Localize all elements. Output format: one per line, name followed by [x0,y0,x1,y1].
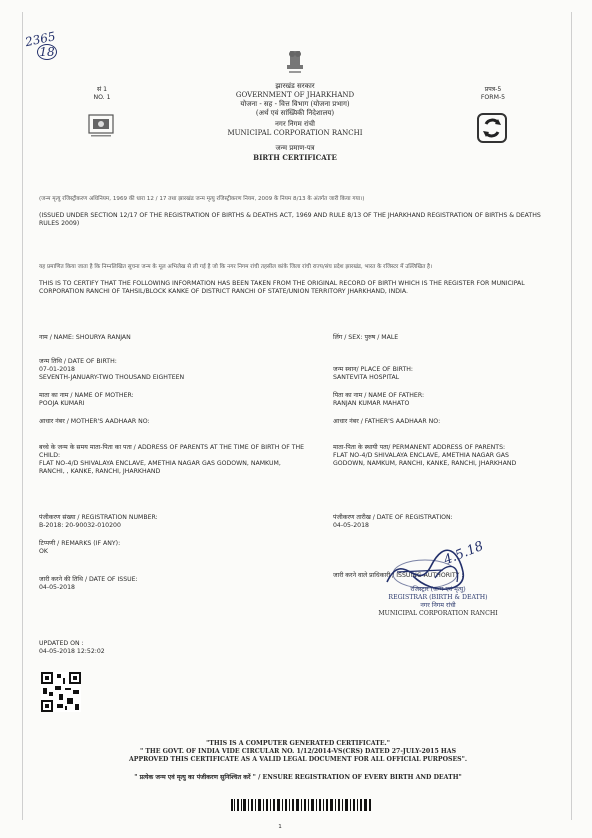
registrar-hindi: रजिस्ट्रार (जन्म एवं मृत्यु) [410,586,466,593]
barcode [231,796,371,808]
issuing-authority-label: जारी करने वाले प्राधिकारी / ISSUING AUTHORITY : [333,572,464,579]
remarks-value: OK [39,548,48,555]
address-birth-value: FLAT NO-4/D SHIVALAYA ENCLAVE, AMETHIA NAGAR GAS GODOWN, NAMKUM, RANCHI, , KANKE, RANCHI, JHARKHAND [39,460,281,475]
department-hindi-2: (अर्थ एवं सांख्यिकी निदेशालय) [255,109,335,117]
handwritten-note: 2365 18 [23,29,57,59]
reg-date-label: पंजीकरण तारीख / DATE OF REGISTRATION: [333,514,453,521]
registrar-title: REGISTRAR (BIRTH & DEATH) [388,594,488,601]
department-hindi-1: योजना - सह - वित्त विभाग (योजना प्रभाग) [240,100,350,108]
father-label: पिता का नाम / NAME OF FATHER: [333,392,425,399]
form-label-hindi: प्रपत्र-5 [484,86,502,93]
sex-label: लिंग / SEX: [333,334,363,341]
address-birth-label: बच्चे के जन्म के समय माता-पिता का पता / ADDRESS OF PARENTS AT THE TIME OF BIRTH OF THE CHILD: [39,444,305,459]
issue-date-value: 04-05-2018 [39,584,75,591]
corporation-title: MUNICIPAL CORPORATION RANCHI [227,129,363,137]
dob-words: SEVENTH-JANUARY-TWO THOUSAND EIGHTEEN [39,374,185,381]
form-label: FORM-5 [480,94,506,101]
footer-line-2: " THE GOVT. OF INDIA VIDE CIRCULAR NO. 1/12/2014-VS(CRS) DATED 27-JULY-2015 HAS [139,748,457,755]
footer-line-4: / ENSURE REGISTRATION OF EVERY BIRTH AND DEATH" [258,774,462,781]
mother-aadhaar-label: आधार नंबर / MOTHER'S AADHAAR NO: [39,418,150,425]
government-title: GOVERNMENT OF JHARKHAND [235,91,355,99]
registrar-corp-hindi: नगर निगम रांची [420,602,456,609]
footer-line-4-hindi: " प्रत्येक जन्म एवं मृत्यु का पंजीकरण सुनिश्चित करें " [134,774,256,781]
name-label: नाम / NAME: [39,334,74,341]
left-number: NO. 1 [93,94,111,101]
registrar-corp: MUNICIPAL CORPORATION RANCHI [378,610,498,617]
footer-line-3: APPROVED THIS CERTIFICATE AS A VALID LEGAL DOCUMENT FOR ALL OFFICIAL PURPOSES". [128,756,468,763]
mother-name: POOJA KUMARI [39,400,85,407]
reg-number-label: पंजीकरण संख्या / REGISTRATION NUMBER: [39,514,158,521]
left-number-hindi: सं 1 [96,86,108,93]
dob-label: जन्म तिथि / DATE OF BIRTH: [39,358,117,365]
child-name: SHOURYA RANJAN [75,334,131,341]
footer-line-1: "THIS IS A COMPUTER GENERATED CERTIFICATE." [206,740,390,747]
certificate-title: BIRTH CERTIFICATE [253,153,337,162]
jharkhand-logo-icon [85,112,117,140]
updated-label: UPDATED ON : [39,640,84,647]
reg-number-value: B-2018: 20-90032-010200 [39,522,121,529]
address-perm-label: माता-पिता के स्थायी पता/ PERMANENT ADDRESS OF PARENTS: [333,444,506,451]
updated-value: 04-05-2018 12:52:02 [39,648,105,655]
mother-label: माता का नाम / NAME OF MOTHER: [39,392,134,399]
address-perm-value: FLAT NO-4/D SHIVALAYA ENCLAVE, AMETHIA NAGAR GAS GODOWN, NAMKUM, RANCHI, KANKE, RANCHI, JHARKHAND [333,452,517,467]
remarks-label: टिप्पणी / REMARKS (IF ANY): [39,540,121,547]
qr-code [41,672,81,712]
father-name: RANJAN KUMAR MAHATO [333,400,410,407]
corporation-hindi: नगर निगम रांची [275,120,315,128]
issue-date-label: जारी करने की तिथि / DATE OF ISSUE: [39,576,138,583]
state-name-hindi: झारखंड सरकार [275,82,315,90]
issued-under-text: (ISSUED UNDER SECTION 12/17 OF THE REGISTRATION OF BIRTHS & DEATHS ACT, 1969 AND RULE 8/13 OF THE JHARKHAND REGISTRATION OF BIRTHS & DEATHS RULES 2009) [39,212,541,227]
national-emblem-icon [281,48,309,80]
dob-value: 07-01-2018 [39,366,75,373]
reg-date-value: 04-05-2018 [333,522,369,529]
certify-text: THIS IS TO CERTIFY THAT THE FOLLOWING INFORMATION HAS BEEN TAKEN FROM THE ORIGINAL RECORD OF BIRTH WHICH IS THE REGISTER FOR MUNICIPAL CORPORATION RANCHI OF TAHSIL/BLOCK KANKE OF DISTRICT RANCHI OF STATE/UNION TERRITORY JHARKHAND, INDIA. [39,280,525,295]
father-aadhaar-label: आधार नंबर / FATHER'S AADHAAR NO: [333,418,441,425]
crs-logo-icon [476,112,508,144]
sex-value: पुरुष / MALE [364,334,399,341]
issued-under-hindi: (जन्म मृत्यु रजिस्ट्रीकरण अधिनियम, 1969 की धारा 12 / 17 तथा झारखंड जन्म मृत्यु रजिस्ट्रीकरण नियम, 2009 के नियम 8/13 के अंतर्गत जारी किया गया।) [39,196,365,202]
certify-hindi: यह प्रमाणित किया जाता है कि निम्नलिखित सूचना जन्म के मूल अभिलेख से ली गई है जो कि नगर निगम रांची तहसील कांके जिला रांची राज्य/संघ प्रदेश झारखंड, भारत के रजिस्टर में उल्लिखित है। [39,264,433,270]
certificate-page [22,12,572,820]
signature-date: 4.5.18 [441,538,486,569]
certificate-title-hindi: जन्म प्रमाण-पत्र [275,144,315,152]
pob-value: SANTEVITA HOSPITAL [333,374,400,381]
pob-label: जन्म स्थान/ PLACE OF BIRTH: [333,366,414,373]
page-number: 1 [278,824,282,830]
